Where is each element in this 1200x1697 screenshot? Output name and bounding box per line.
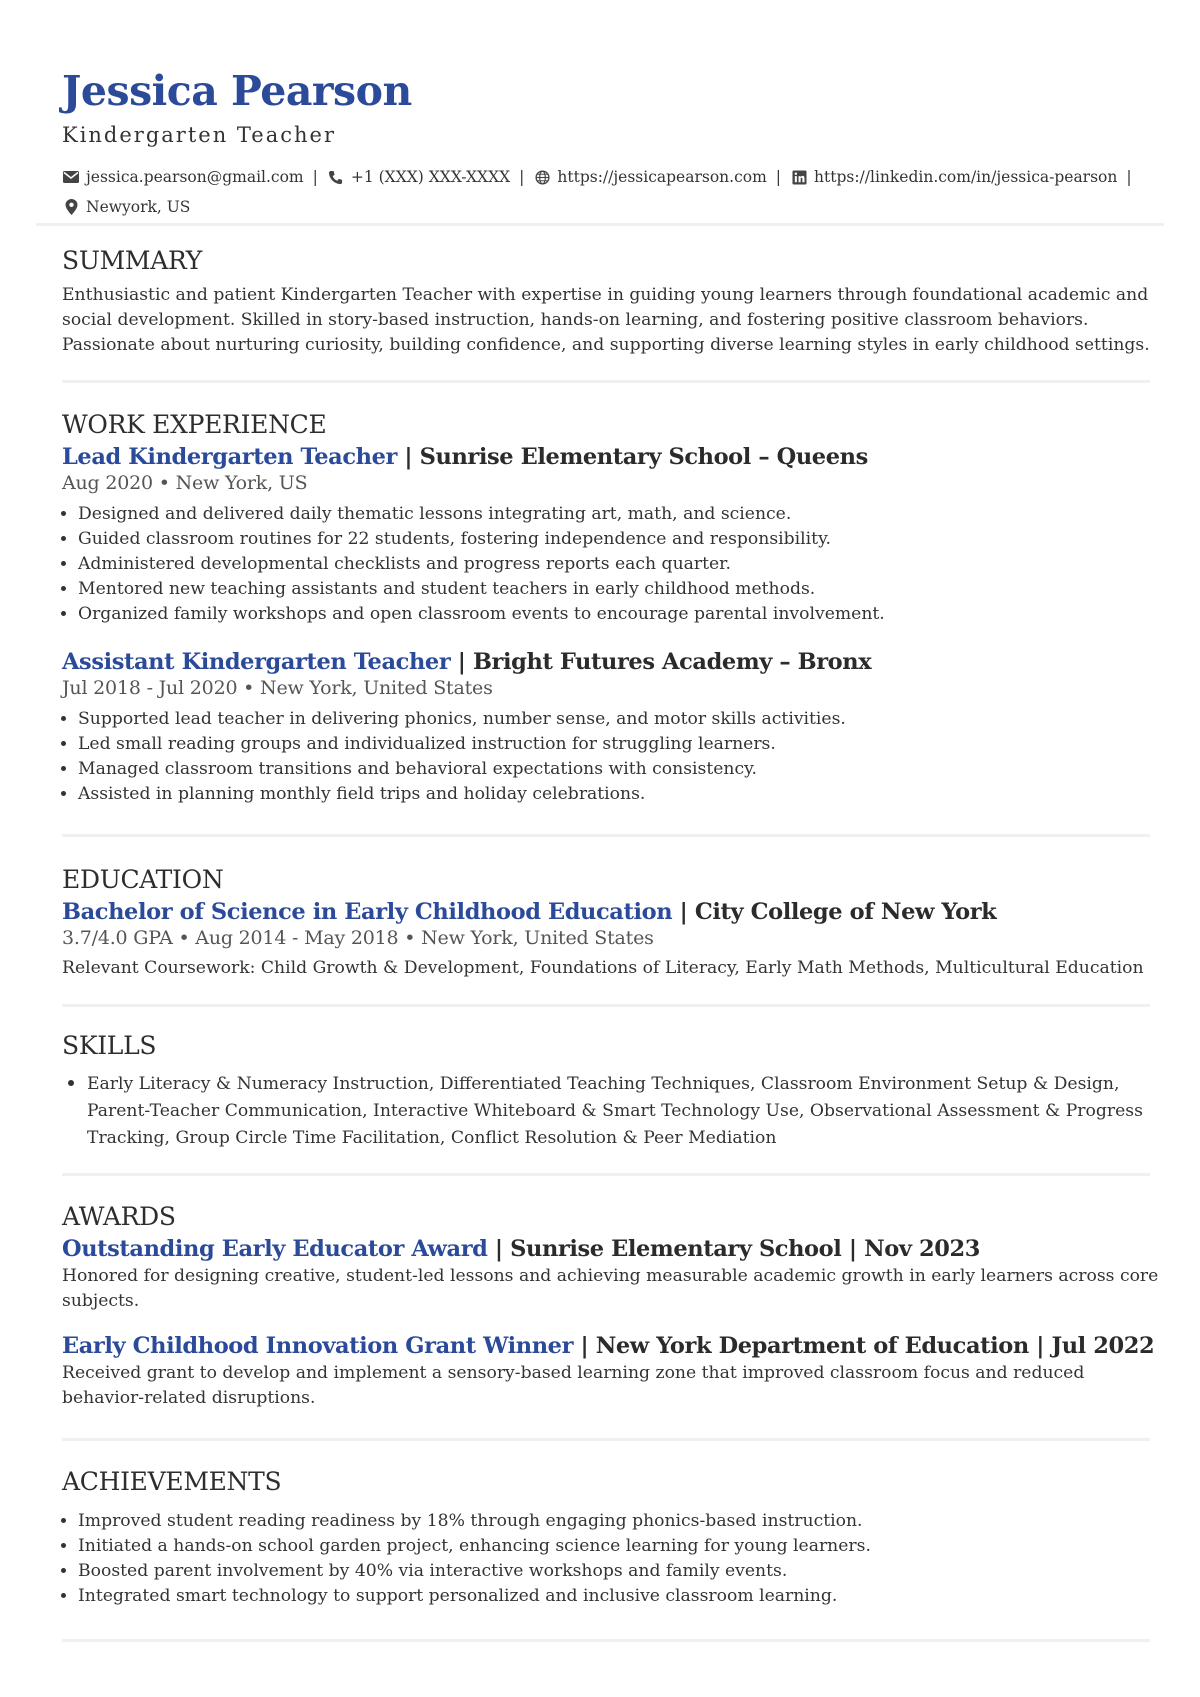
- contact-linkedin[interactable]: https://linkedin.com/in/jessica-pearson: [790, 162, 1117, 192]
- contact-website[interactable]: https://jessicapearson.com: [533, 162, 766, 192]
- list-item: • Managed classroom transitions and behavioral expectations with consistency.: [78, 757, 1162, 782]
- section-divider: [62, 1004, 1150, 1007]
- list-item: • Early Literacy & Numeracy Instruction, Differentiated Teaching Techniques, Classroom Environment Setup & Design, Parent-Teacher Communication, Interactive Whiteboard & Smart Technology Use, Observational Assessment & Progress Tracking, Group Circle Time Facilitation, Conflict Resolution & Peer Mediation: [87, 1069, 1162, 1152]
- job-heading: [62, 442, 1162, 472]
- list-item: • Improved student reading readiness by 18% through engaging phonics-based instruction.: [78, 1509, 1162, 1534]
- contact-location: Newyork, US: [62, 192, 190, 222]
- award-heading: [62, 1331, 1162, 1361]
- candidate-name: Jessica Pearson: [62, 67, 412, 115]
- map-pin-icon: [62, 199, 80, 215]
- heading-separator: |: [397, 444, 420, 470]
- education-heading: [62, 897, 1162, 927]
- linkedin-icon: [790, 169, 808, 185]
- section-title: AWARDS: [62, 1202, 176, 1231]
- degree-name: Bachelor of Science in Early Childhood Education: [62, 899, 673, 925]
- award-details: | New York Department of Education | Jul 2022: [573, 1333, 1155, 1359]
- section-divider: [62, 1173, 1150, 1176]
- list-item: • Mentored new teaching assistants and student teachers in early childhood methods.: [78, 577, 1162, 602]
- awards-section: [62, 1200, 1162, 1411]
- section-title: WORK EXPERIENCE: [62, 410, 327, 439]
- job-entry: [62, 442, 1162, 627]
- award-entry: [62, 1234, 1162, 1314]
- job-meta: Aug 2020 • New York, US: [62, 472, 308, 494]
- contact-phone[interactable]: +1 (XXX) XXX-XXXX: [327, 162, 510, 192]
- section-divider: [62, 834, 1150, 837]
- list-item: • Supported lead teacher in delivering phonics, number sense, and motor skills activities.: [78, 707, 1162, 732]
- separator: |: [519, 168, 525, 186]
- list-item: • Designed and delivered daily thematic lessons integrating art, math, and science.: [78, 502, 1162, 527]
- award-description: Received grant to develop and implement a sensory-based learning zone that improved classroom focus and reduced behavior-related disruptions.: [62, 1363, 1085, 1408]
- phone-icon: [327, 169, 345, 185]
- heading-separator: |: [672, 899, 695, 925]
- award-name: Early Childhood Innovation Grant Winner: [62, 1333, 574, 1359]
- award-description: Honored for designing creative, student-led lessons and achieving measurable academic growth in early learners across core subjects.: [62, 1266, 1159, 1311]
- list-item: • Guided classroom routines for 22 students, fostering independence and responsibility.: [78, 527, 1162, 552]
- candidate-role: Kindergarten Teacher: [62, 123, 336, 147]
- award-name: Outstanding Early Educator Award: [62, 1236, 488, 1262]
- globe-icon: [533, 169, 551, 185]
- achievements-list: [62, 1509, 1162, 1609]
- work-experience-section: [62, 408, 1162, 807]
- job-meta: Jul 2018 - Jul 2020 • New York, United States: [62, 677, 493, 699]
- header-divider: [36, 223, 1164, 226]
- summary-section: [62, 244, 1162, 358]
- list-item: • Organized family workshops and open classroom events to encourage parental involvement.: [78, 602, 1162, 627]
- award-heading: [62, 1234, 1162, 1264]
- education-section: [62, 863, 1162, 981]
- separator: |: [312, 168, 318, 186]
- achievements-section: [62, 1465, 1162, 1609]
- separator: |: [1126, 168, 1132, 186]
- job-bullets: [62, 707, 1162, 807]
- resume-body: [62, 244, 1162, 1642]
- heading-separator: |: [450, 649, 473, 675]
- job-position: Assistant Kindergarten Teacher: [62, 649, 451, 675]
- skills-list: [62, 1069, 1162, 1152]
- skills-section: [62, 1029, 1162, 1152]
- separator: |: [775, 168, 782, 186]
- envelope-icon: [62, 169, 80, 185]
- section-divider: [62, 380, 1150, 383]
- section-title: EDUCATION: [62, 865, 224, 894]
- job-bullets: [62, 502, 1162, 627]
- job-heading: [62, 647, 1162, 677]
- list-item: • Integrated smart technology to support personalized and inclusive classroom learning.: [78, 1584, 1162, 1609]
- school-name: City College of New York: [694, 899, 997, 925]
- section-divider: [62, 1639, 1150, 1642]
- contact-email[interactable]: jessica.pearson@gmail.com: [62, 162, 304, 192]
- list-item: • Led small reading groups and individualized instruction for struggling learners.: [78, 732, 1162, 757]
- list-item: • Initiated a hands-on school garden project, enhancing science learning for young learners.: [78, 1534, 1162, 1559]
- job-entry: [62, 647, 1162, 807]
- section-divider: [62, 1438, 1150, 1441]
- resume-header: [62, 62, 1162, 222]
- education-meta: 3.7/4.0 GPA • Aug 2014 - May 2018 • New York, United States: [62, 927, 654, 949]
- job-position: Lead Kindergarten Teacher: [62, 444, 397, 470]
- list-item: • Assisted in planning monthly field trips and holiday celebrations.: [78, 782, 1162, 807]
- section-title: SKILLS: [62, 1031, 157, 1060]
- section-title: SUMMARY: [62, 246, 202, 275]
- coursework-text: Relevant Coursework: Child Growth & Development, Foundations of Literacy, Early Math Methods, Multicultural Education: [62, 958, 1144, 978]
- summary-text: Enthusiastic and patient Kindergarten Teacher with expertise in guiding young learners through foundational academic and social development. Skilled in story-based instruction, hands-on learning, and fostering positive classroom behaviors. Passionate about nurturing curiosity, building confidence, and supporting diverse learning styles in early childhood settings.: [62, 285, 1150, 355]
- award-details: | Sunrise Elementary School | Nov 2023: [487, 1236, 980, 1262]
- list-item: • Administered developmental checklists and progress reports each quarter.: [78, 552, 1162, 577]
- job-employer: Bright Futures Academy – Bronx: [472, 649, 872, 675]
- section-title: ACHIEVEMENTS: [62, 1467, 282, 1496]
- list-item: • Boosted parent involvement by 40% via interactive workshops and family events.: [78, 1559, 1162, 1584]
- job-employer: Sunrise Elementary School – Queens: [419, 444, 868, 470]
- contact-line: [62, 162, 1162, 222]
- award-entry: [62, 1331, 1162, 1411]
